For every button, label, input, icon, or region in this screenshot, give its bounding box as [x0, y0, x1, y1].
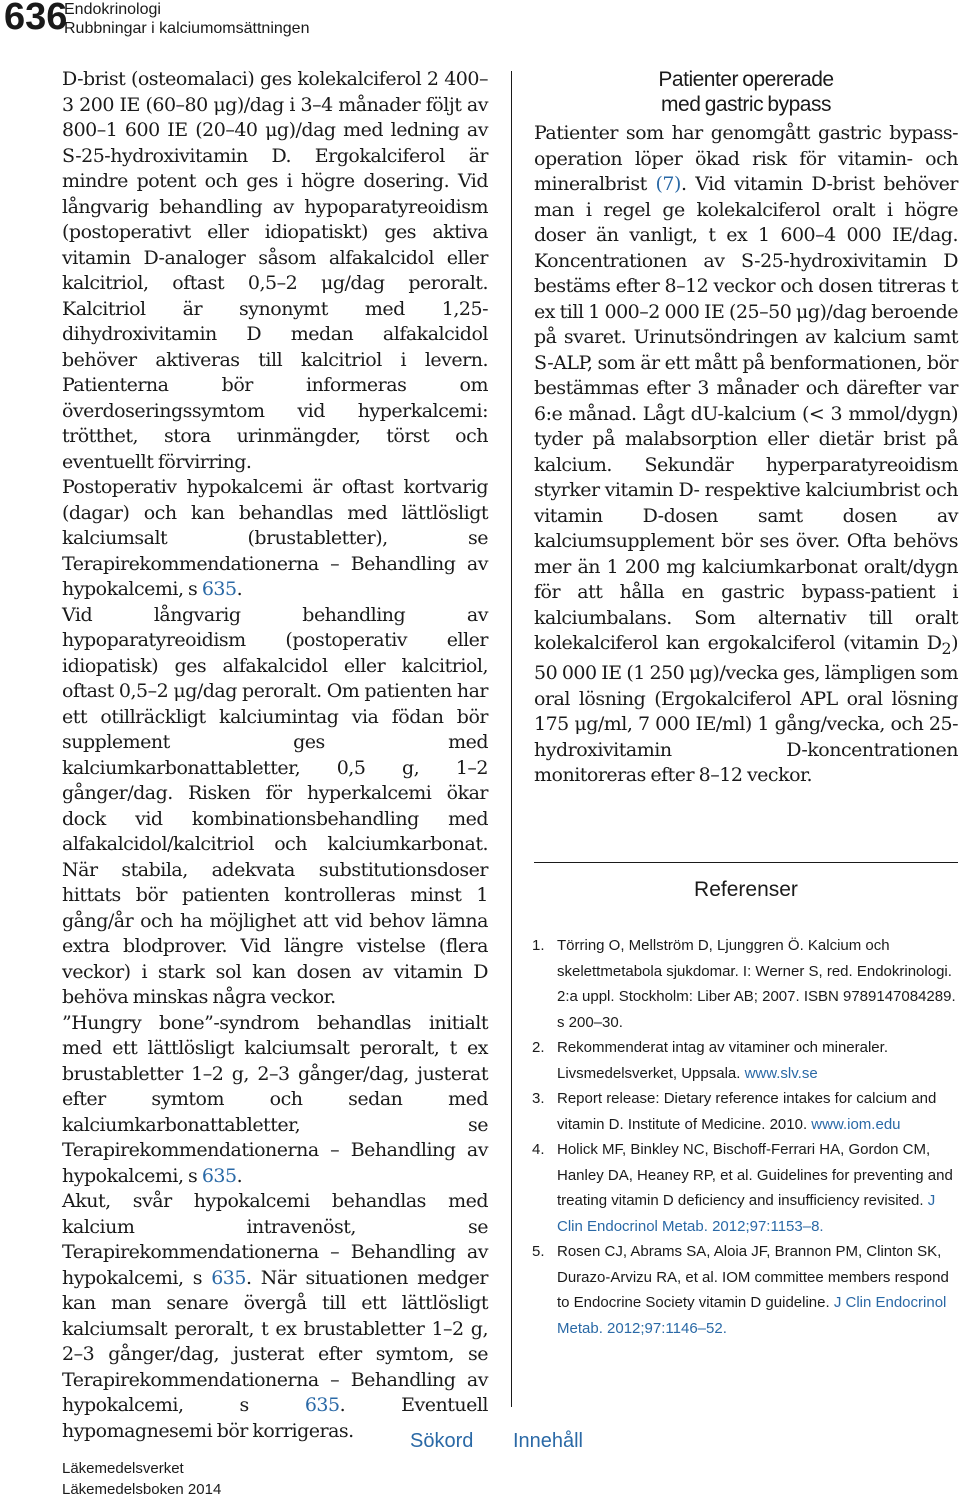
paragraph-langvarig: Vid långvarig behandling av hypoparatyreoidism (postoperativ eller idiopatisk) ges alfakalcidol eller kalcitriol, oftast 0,5–2 μg/dag peroralt. Om patienten har ett otillräckligt kalciumintag via födan bör supplement ges med kalciumkarbonattabletter, 0,5 g, 1–2 gånger/dag. Risken för hyperkalcemi ökar dock vid kombinationsbehandling med alfakalcidol/kalcitriol och kalciumkarbonat. När stabila, adekvata substitutionsdoser hittats bör patienten kontrolleras minst 1 gång/år och ha möjlighet att vid behov lämna extra blodprover. Vid längre vistelse (flera veckor) i stark sol kan dosen av vitamin D behöva minskas några veckor.	[62, 603, 488, 1008]
page-number: 636	[4, 0, 68, 38]
brand-book: Läkemedelsboken 2014	[62, 1481, 222, 1498]
reference-number: 4.	[532, 1141, 545, 1158]
page-header	[0, 0, 960, 50]
search-index-link[interactable]: Sökord	[410, 1430, 474, 1452]
subsection-title: Rubbningar i kalciumomsättningen	[64, 20, 310, 37]
reference-number: 3.	[532, 1090, 545, 1107]
section-title: Endokrinologi	[64, 1, 161, 18]
paragraph-d-brist: D-brist (osteomalaci) ges kolekalciferol 2 400–3 200 IE (60–80 μg)/dag i 3–4 månader följt av 800–1 600 IE (20–40 μg)/dag med ledning av S-25-hydroxivitamin D. Ergokalciferol är mindre potent och ges i högre dosering. Vid långvarig behandling av hypoparatyreoidism (postoperativt eller idiopatiskt) ges aktiva vitamin D-analoger såsom alfakalcidol eller kalcitriol, oftast 0,5–2 μg/dag peroralt. Kalcitriol är synonymt med 1,25-dihydroxivitamin D medan alfakalcidol behöver aktiveras till kalcitriol i levern. Patienterna bör informeras om överdoseringssymtom vid hyperkalcemi: trötthet, stora urinmängder, törst och eventuellt förvirring.	[62, 68, 488, 473]
paragraph-hungry-bone: ”Hungry bone”-syndrom behandlas initialt med ett lättlösligt kalciumsalt peroralt, t ex brustabletter 1–2 g, 2–3 gånger/dag, justerat efter symtom och sedan med kalciumkarbonattabletter, se Terapirekommendationerna – Behandling av hypokalcemi, s 635.	[62, 1011, 488, 1187]
reference-link[interactable]: J Clin Endocrinol Metab. 2012;97:1146–52.	[557, 1294, 947, 1337]
column-divider	[511, 71, 512, 1407]
brand-agency: Läkemedelsverket	[62, 1460, 184, 1477]
page-link-635[interactable]: 635	[304, 1394, 340, 1416]
reference-item	[532, 1086, 958, 1137]
box-heading: Patienter opererade med gastric bypass	[658, 68, 834, 116]
reference-text: Rekommenderat intag av vitaminer och mineraler. Livsmedelsverket, Uppsala.	[557, 1039, 888, 1082]
paragraph-postoperativ: Postoperativ hypokalcemi är oftast kortvarig (dagar) och kan behandlas med lättlösligt kalciumsalt (brustabletter), se Terapirekommendationerna – Behandling av hypokalcemi, s 635.	[62, 476, 488, 600]
left-column	[62, 67, 488, 1444]
gastric-bypass-text: Patienter som har genomgått gastric bypass-operation löper ökad risk för vitamin- och mineralbrist (7). Vid vitamin D-brist behöver man i regel ge kolekalciferol oralt i högre doser än vanligt, t ex 1 600–4 000 IE/dag. Koncentrationen av S-25-hydroxivitamin D bestäms efter 8–12 veckor och dosen titreras t ex till 1 000–2 000 IE (25–50 μg)/dag beroende på svaret. Urinutsöndringen av kalcium samt S-ALP, som är ett mått på benformationen, bör bestämmas efter 3 månader och därefter var 6:e månad. Lågt dU-kalcium (< 3 mmol/dygn) tyder på malabsorption eller dietär brist på kalcium. Sekundär hyperparatyreoidism styrker vitamin D- respektive kalciumbrist och vitamin D-dosen samt dosen av kalciumsupplement bör ses över. Ofta behövs mer än 1 200 mg kalciumkarbonat oralt/dygn för att hålla en gastric bypass-patient i kalciumbalans. Som alternativ till oralt kolekalciferol kan ergokalciferol (vitamin $D_2$) 50 000 IE (1 250 μg)/vecka ges, lämpligen som oral lösning (Ergokalciferol APL oral lösning 175 μg/ml, 7 000 IE/ml) 1 gång/vecka, och 25-hydroxivitamin D-koncentrationen monitoreras efter 8–12 veckor.	[534, 122, 958, 787]
reference-text: Rosen CJ, Abrams SA, Aloia JF, Brannon PM, Clinton SK, Durazo-Arvizu RA, et al. IOM committee members respond to Endocrine Society vitamin D guideline.	[557, 1243, 949, 1311]
reference-number: 5.	[532, 1243, 545, 1260]
reference-text: Report release: Dietary reference intakes for calcium and vitamin D. Institute of Medicine. 2010.	[557, 1090, 937, 1133]
reference-item	[532, 1239, 958, 1341]
reference-number: 2.	[532, 1039, 545, 1056]
references-rule	[534, 862, 958, 863]
reference-text: Törring O, Mellström D, Ljunggren Ö. Kalcium och skelettmetabola sjukdomar. I: Werner S, red. Endokrinologi. 2:a uppl. Stockholm: Liber AB; 2007. ISBN 9789147084289. s 200–30.	[557, 937, 956, 1031]
reference-item	[532, 1035, 958, 1086]
footer-brand	[62, 1458, 221, 1500]
reference-link[interactable]: J Clin Endocrinol Metab. 2012;97:1153–8.	[557, 1192, 936, 1235]
references-list	[532, 933, 958, 1341]
page-link-635[interactable]: 635	[211, 1266, 246, 1289]
reference-link[interactable]: www.iom.edu	[811, 1115, 901, 1133]
reference-number: 1.	[532, 937, 545, 954]
page-link-635[interactable]: 635	[201, 1164, 237, 1187]
reference-link-7[interactable]: (7)	[655, 173, 681, 195]
footer-nav	[410, 1430, 617, 1453]
reference-text: Holick MF, Binkley NC, Bischoff-Ferrari HA, Gordon CM, Hanley DA, Heaney RP, et al. Guidelines for preventing and treating vitamin D deficiency and insufficiency revisited.	[557, 1141, 953, 1209]
contents-link[interactable]: Innehåll	[512, 1430, 583, 1452]
reference-item	[532, 933, 958, 1035]
reference-link[interactable]: www.slv.se	[744, 1064, 818, 1082]
references-heading: Referenser	[694, 878, 798, 901]
paragraph-akut: Akut, svår hypokalcemi behandlas med kalcium intravenöst, se Terapirekommendationerna – Behandling av hypokalcemi, s 635. När situationen medger kan man senare övergå till ett lättlösligt kalciumsalt peroralt, t ex brustabletter 1–2 g, 2–3 gånger/dag, justerat efter symtom, se Terapirekommendationerna – Behandling av hypokalcemi, s 635. Eventuell hypomagnesemi bör korrigeras.	[62, 1190, 488, 1442]
page-link-635[interactable]: 635	[201, 578, 237, 600]
gastric-bypass-box	[534, 67, 958, 789]
reference-item	[532, 1137, 958, 1239]
